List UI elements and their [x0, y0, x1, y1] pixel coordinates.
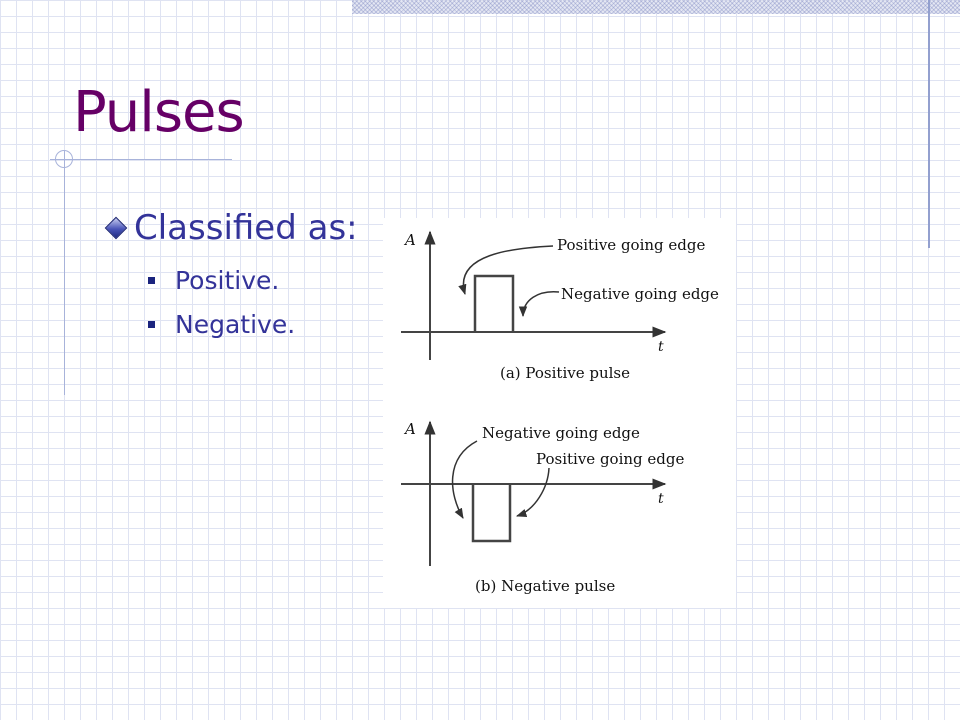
sub-bullet-negative — [148, 310, 295, 339]
edge-arrow — [517, 468, 549, 516]
label-positive-going-edge: Positive going edge — [536, 450, 685, 468]
sub-bullet-positive — [148, 266, 279, 295]
right-divider — [928, 0, 930, 248]
header-band — [352, 0, 960, 14]
label-negative-going-edge: Negative going edge — [482, 424, 640, 442]
axis-label-t: t — [658, 339, 664, 355]
axis-label-a: A — [405, 231, 416, 249]
negative-pulse-diagram — [401, 420, 684, 595]
positive-pulse-waveform — [475, 276, 513, 332]
diamond-bullet-icon — [105, 217, 128, 240]
pulse-diagram — [383, 218, 736, 608]
title-underline — [50, 159, 232, 160]
bullet-classified — [104, 208, 358, 248]
left-divider — [64, 150, 65, 395]
edge-arrow — [463, 246, 553, 294]
label-negative-going-edge: Negative going edge — [561, 285, 719, 303]
bullet-text: Classified as: — [134, 208, 358, 248]
positive-pulse-diagram — [401, 231, 719, 382]
caption-positive-pulse: (a) Positive pulse — [500, 364, 631, 382]
pulse-figure — [383, 218, 736, 608]
sub-bullet-text: Positive. — [175, 266, 280, 295]
axis-label-t: t — [658, 491, 664, 507]
label-positive-going-edge: Positive going edge — [557, 236, 706, 254]
edge-arrow — [523, 292, 559, 316]
slide-title: Pulses — [73, 80, 244, 145]
square-bullet-icon — [148, 321, 155, 328]
corner-ring — [55, 150, 73, 168]
negative-pulse-waveform — [473, 484, 510, 541]
sub-bullet-text: Negative. — [175, 310, 296, 339]
square-bullet-icon — [148, 277, 155, 284]
axis-label-a: A — [405, 420, 416, 438]
caption-negative-pulse: (b) Negative pulse — [475, 577, 616, 595]
